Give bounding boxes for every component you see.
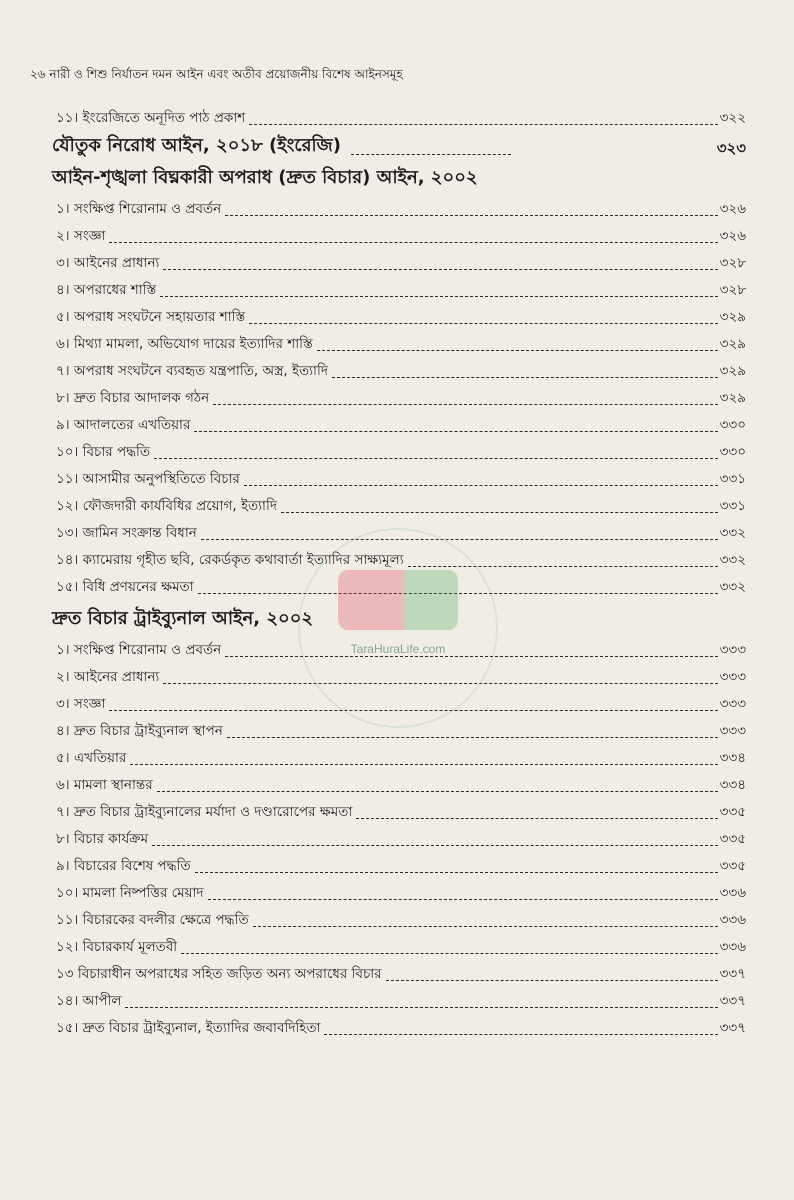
entry-title: ২। আইনের প্রাধান্য [56,669,160,685]
dot-leader [351,154,511,155]
dot-leader [152,845,718,846]
entry-title: ১৪। ক্যামেরায় গৃহীত ছবি, রেকর্ডকৃত কথাবার্তা ইত্যাদির সাক্ষ্যমূল্য [56,552,404,568]
entry-page-number: ৩২২ [719,110,746,126]
watermark-mark-icon [338,570,458,630]
entry-page-number: ৩৩৪ [719,750,746,766]
entry-title: ১৩ বিচারাধীন অপরাধের সহিত জড়িত অন্য অপরাধের বিচার [56,966,382,982]
entry-title: ৪। দ্রুত বিচার ট্রাইব্যুনাল স্থাপন [56,723,223,739]
entry-page-number: ৩৩৩ [719,669,746,685]
dot-leader [194,431,717,432]
dot-leader [249,323,717,324]
toc-entry [56,1013,746,1040]
dot-leader [201,539,718,540]
entry-title: ৩। সংজ্ঞা [56,696,106,712]
entry-title: ৩। আইনের প্রাধান্য [56,255,160,271]
dot-leader [225,215,717,216]
entry-page-number: ৩৩৭ [719,993,746,1009]
entry-title: ৬। মিথ্যা মামলা, অভিযোগ দায়ের ইত্যাদির শাস্তি [56,336,313,352]
entry-page-number: ৩৩৪ [719,777,746,793]
dot-leader [157,791,718,792]
toc-entry [56,248,746,275]
dot-leader [208,899,718,900]
entry-page-number: ৩২৮ [719,282,746,298]
dot-leader [213,404,718,405]
running-head: ২৬ নারী ও শিশু নির্যাতন দমন আইন এবং অতীব প্রয়োজনীয় বিশেষ আইনসমূহ [30,67,403,81]
dot-leader [324,1034,717,1035]
entry-page-number: ৩৩৬ [719,885,746,901]
toc-entry [56,851,746,878]
dot-leader [125,1007,717,1008]
toc-entry [56,103,746,130]
watermark-logo [298,528,498,728]
entry-title: ৯। বিচারের বিশেষ পদ্ধতি [56,858,191,874]
entry-title: ১০। বিচার পদ্ধতি [56,444,151,460]
entry-page-number: ৩৩১ [719,498,746,514]
entry-title: ১১। আসামীর অনুপস্থিতিতে বিচার [56,471,240,487]
entry-page-number: ৩২৬ [719,228,746,244]
entry-title: ৮। বিচার কার্যক্রম [56,831,149,847]
entry-title: ৮। দ্রুত বিচার আদালক গঠন [56,390,210,406]
section-title: যৌতুক নিরোধ আইন, ২০১৮ (ইংরেজি) [52,135,341,156]
toc-entry [56,824,746,851]
dot-leader [154,458,718,459]
dot-leader [356,818,717,819]
dot-leader [160,296,717,297]
entry-page-number: ৩৩২ [719,525,746,541]
dot-leader [317,350,718,351]
entry-title: ১২। ফৌজদারী কার্যবিধির প্রয়োগ, ইত্যাদি [56,498,277,514]
entry-title: ৪। অপরাধের শাস্তি [56,282,157,298]
toc-entry [56,878,746,905]
toc-entry [56,464,746,491]
entry-page-number: ৩৩৩ [719,723,746,739]
toc-entry [56,275,746,302]
toc-entry [56,905,746,932]
toc-entry [56,329,746,356]
section-page-number: ৩২৩ [716,139,746,157]
entry-title: ৫। এখতিয়ার [56,750,127,766]
dot-leader [181,953,718,954]
entry-page-number: ৩৩০ [719,417,746,433]
toc-entry [56,356,746,383]
entry-title: ১। সংক্ষিপ্ত শিরোনাম ও প্রবর্তন [56,201,222,217]
entry-title: ৭। দ্রুত বিচার ট্রাইব্যুনালের মর্যাদা ও দণ্ডারোপের ক্ষমতা [56,804,353,820]
entry-page-number: ৩৩৬ [719,939,746,955]
dot-leader [109,242,717,243]
toc-entry [56,221,746,248]
entry-title: ১১। ইংরেজিতে অনূদিত পাঠ প্রকাশ [56,110,246,126]
entry-page-number: ৩৩৩ [719,642,746,658]
entry-title: ৭। অপরাধ সংঘটনে ব্যবহৃত যন্ত্রপাতি, অস্ত্র, ইত্যাদি [56,363,328,379]
dot-leader [249,124,717,125]
entry-page-number: ৩২৯ [719,363,746,379]
watermark-text: TaraHuraLife.com [350,642,446,656]
entry-title: ১। সংক্ষিপ্ত শিরোনাম ও প্রবর্তন [56,642,222,658]
section-heading [52,130,746,162]
dot-leader [227,737,718,738]
entry-page-number: ৩৩৫ [719,831,746,847]
section-title: দ্রুত বিচার ট্রাইব্যুনাল আইন, ২০০২ [52,608,314,629]
dot-leader [386,980,718,981]
dot-leader [195,872,718,873]
entry-page-number: ৩৩৭ [719,1020,746,1036]
section-heading [52,162,746,194]
entry-page-number: ৩২৬ [719,201,746,217]
entry-title: ১৫। দ্রুত বিচার ট্রাইব্যুনাল, ইত্যাদির জবাবদিহিতা [56,1020,321,1036]
dot-leader [163,269,717,270]
entry-page-number: ৩২৮ [719,255,746,271]
toc-entry [56,959,746,986]
entry-page-number: ৩৩৫ [719,858,746,874]
entry-page-number: ৩৩৫ [719,804,746,820]
entry-page-number: ৩২৯ [719,390,746,406]
toc-entry [56,743,746,770]
toc-entry [56,770,746,797]
toc-entry [56,410,746,437]
entry-title: ১১। বিচারকের বদলীর ক্ষেত্রে পদ্ধতি [56,912,249,928]
toc-entry [56,194,746,221]
entry-title: ১৪। আপীল [56,993,122,1009]
entry-page-number: ৩৩৬ [719,912,746,928]
entry-title: ২। সংজ্ঞা [56,228,106,244]
toc-entry [56,302,746,329]
entry-page-number: ৩৩২ [719,579,746,595]
entry-title: ১৩। জামিন সংক্রান্ত বিধান [56,525,197,541]
entry-title: ১০। মামলা নিষ্পত্তির মেয়াদ [56,885,204,901]
entry-page-number: ৩৩১ [719,471,746,487]
toc-entry [56,437,746,464]
entry-title: ৯। আদালতের এখতিয়ার [56,417,191,433]
entry-title: ৫। অপরাধ সংঘটনে সহায়তার শাস্তি [56,309,246,325]
dot-leader [130,764,717,765]
entry-title: ৬। মামলা স্থানান্তর [56,777,153,793]
entry-page-number: ৩২৯ [719,336,746,352]
toc-entry [56,932,746,959]
toc-entry [56,491,746,518]
toc-entry [56,797,746,824]
entry-title: ১২। বিচারকার্য মূলতবী [56,939,178,955]
dot-leader [281,512,718,513]
dot-leader [253,926,718,927]
entry-page-number: ৩৩২ [719,552,746,568]
entry-page-number: ৩২৯ [719,309,746,325]
entry-page-number: ৩৩৩ [719,696,746,712]
entry-page-number: ৩৩০ [719,444,746,460]
dot-leader [332,377,718,378]
entry-page-number: ৩৩৭ [719,966,746,982]
toc-entry [56,383,746,410]
toc-entry [56,986,746,1013]
entry-title: ১৫। বিধি প্রণয়নের ক্ষমতা [56,579,194,595]
dot-leader [244,485,718,486]
section-title: আইন-শৃঙ্খলা বিঘ্নকারী অপরাধ (দ্রুত বিচার) আইন, ২০০২ [52,167,478,188]
